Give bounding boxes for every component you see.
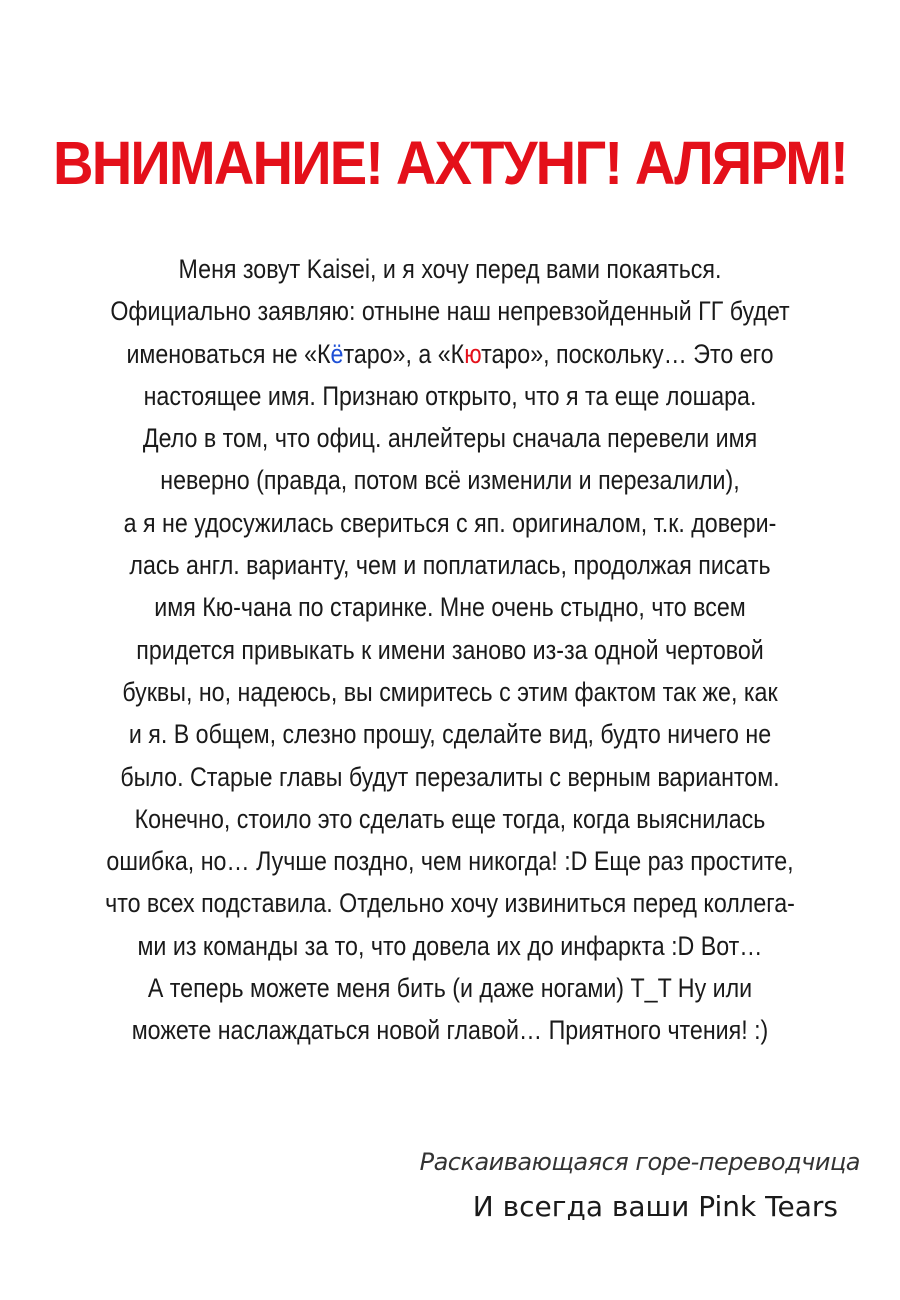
page-title: ВНИМАНИЕ! АХТУНГ! АЛЯРМ! bbox=[53, 129, 847, 197]
announcement-text bbox=[40, 248, 860, 1052]
text-line: Конечно, стоило это сделать еще тогда, когда выяснилась bbox=[134, 803, 766, 834]
highlighted-letter-yu: ю bbox=[464, 338, 482, 369]
text-segment: таро», а «К bbox=[343, 338, 465, 369]
text-line: Официально заявляю: отныне наш непревзойденный ГГ будет bbox=[110, 296, 790, 327]
text-line: буквы, но, надеюсь, вы смиритесь с этим фактом так же, как bbox=[122, 676, 778, 707]
text-line: лась англ. варианту, чем и поплатилась, продолжая писать bbox=[129, 550, 771, 581]
text-line: было. Старые главы будут перезалиты с верным вариантом. bbox=[120, 761, 780, 792]
text-segment: именоваться не «К bbox=[126, 338, 331, 369]
text-segment: таро», поскольку… Это его bbox=[481, 338, 774, 369]
signature-subtitle: Раскаивающаяся горе-переводчица bbox=[419, 1148, 860, 1176]
text-line: Меня зовут Kaisei, и я хочу перед вами покаяться. bbox=[178, 254, 722, 284]
signature-team: И всегда ваши Pink Tears bbox=[472, 1190, 838, 1223]
text-line bbox=[97, 333, 802, 375]
text-line: неверно (правда, потом всё изменили и перезалили), bbox=[160, 465, 740, 496]
text-line: придется привыкать к имени заново из-за одной чертовой bbox=[136, 634, 764, 665]
text-line: и я. В общем, слезно прошу, сделайте вид, будто ничего не bbox=[128, 719, 772, 750]
text-line: ошибка, но… Лучше поздно, чем никогда! :D Еще раз простите, bbox=[106, 846, 794, 877]
text-line: А теперь можете меня бить (и даже ногами) T_T Ну или bbox=[147, 973, 753, 1004]
text-line: можете наслаждаться новой главой… Приятного чтения! :) bbox=[131, 1015, 769, 1046]
highlighted-letter-yo: ё bbox=[330, 338, 344, 369]
text-line: а я не удосужилась свериться с яп. оригиналом, т.к. довери- bbox=[123, 507, 777, 538]
text-line: настоящее имя. Признаю открыто, что я та еще лошара. bbox=[143, 380, 757, 411]
text-line: Дело в том, что офиц. анлейтеры сначала перевели имя bbox=[142, 423, 758, 454]
text-line: имя Кю-чана по старинке. Мне очень стыдно, что всем bbox=[154, 592, 746, 623]
text-line: что всех подставила. Отдельно хочу извиниться перед коллега- bbox=[105, 888, 795, 919]
text-line: ми из команды за то, что довела их до инфаркта :D Вот… bbox=[137, 930, 763, 961]
